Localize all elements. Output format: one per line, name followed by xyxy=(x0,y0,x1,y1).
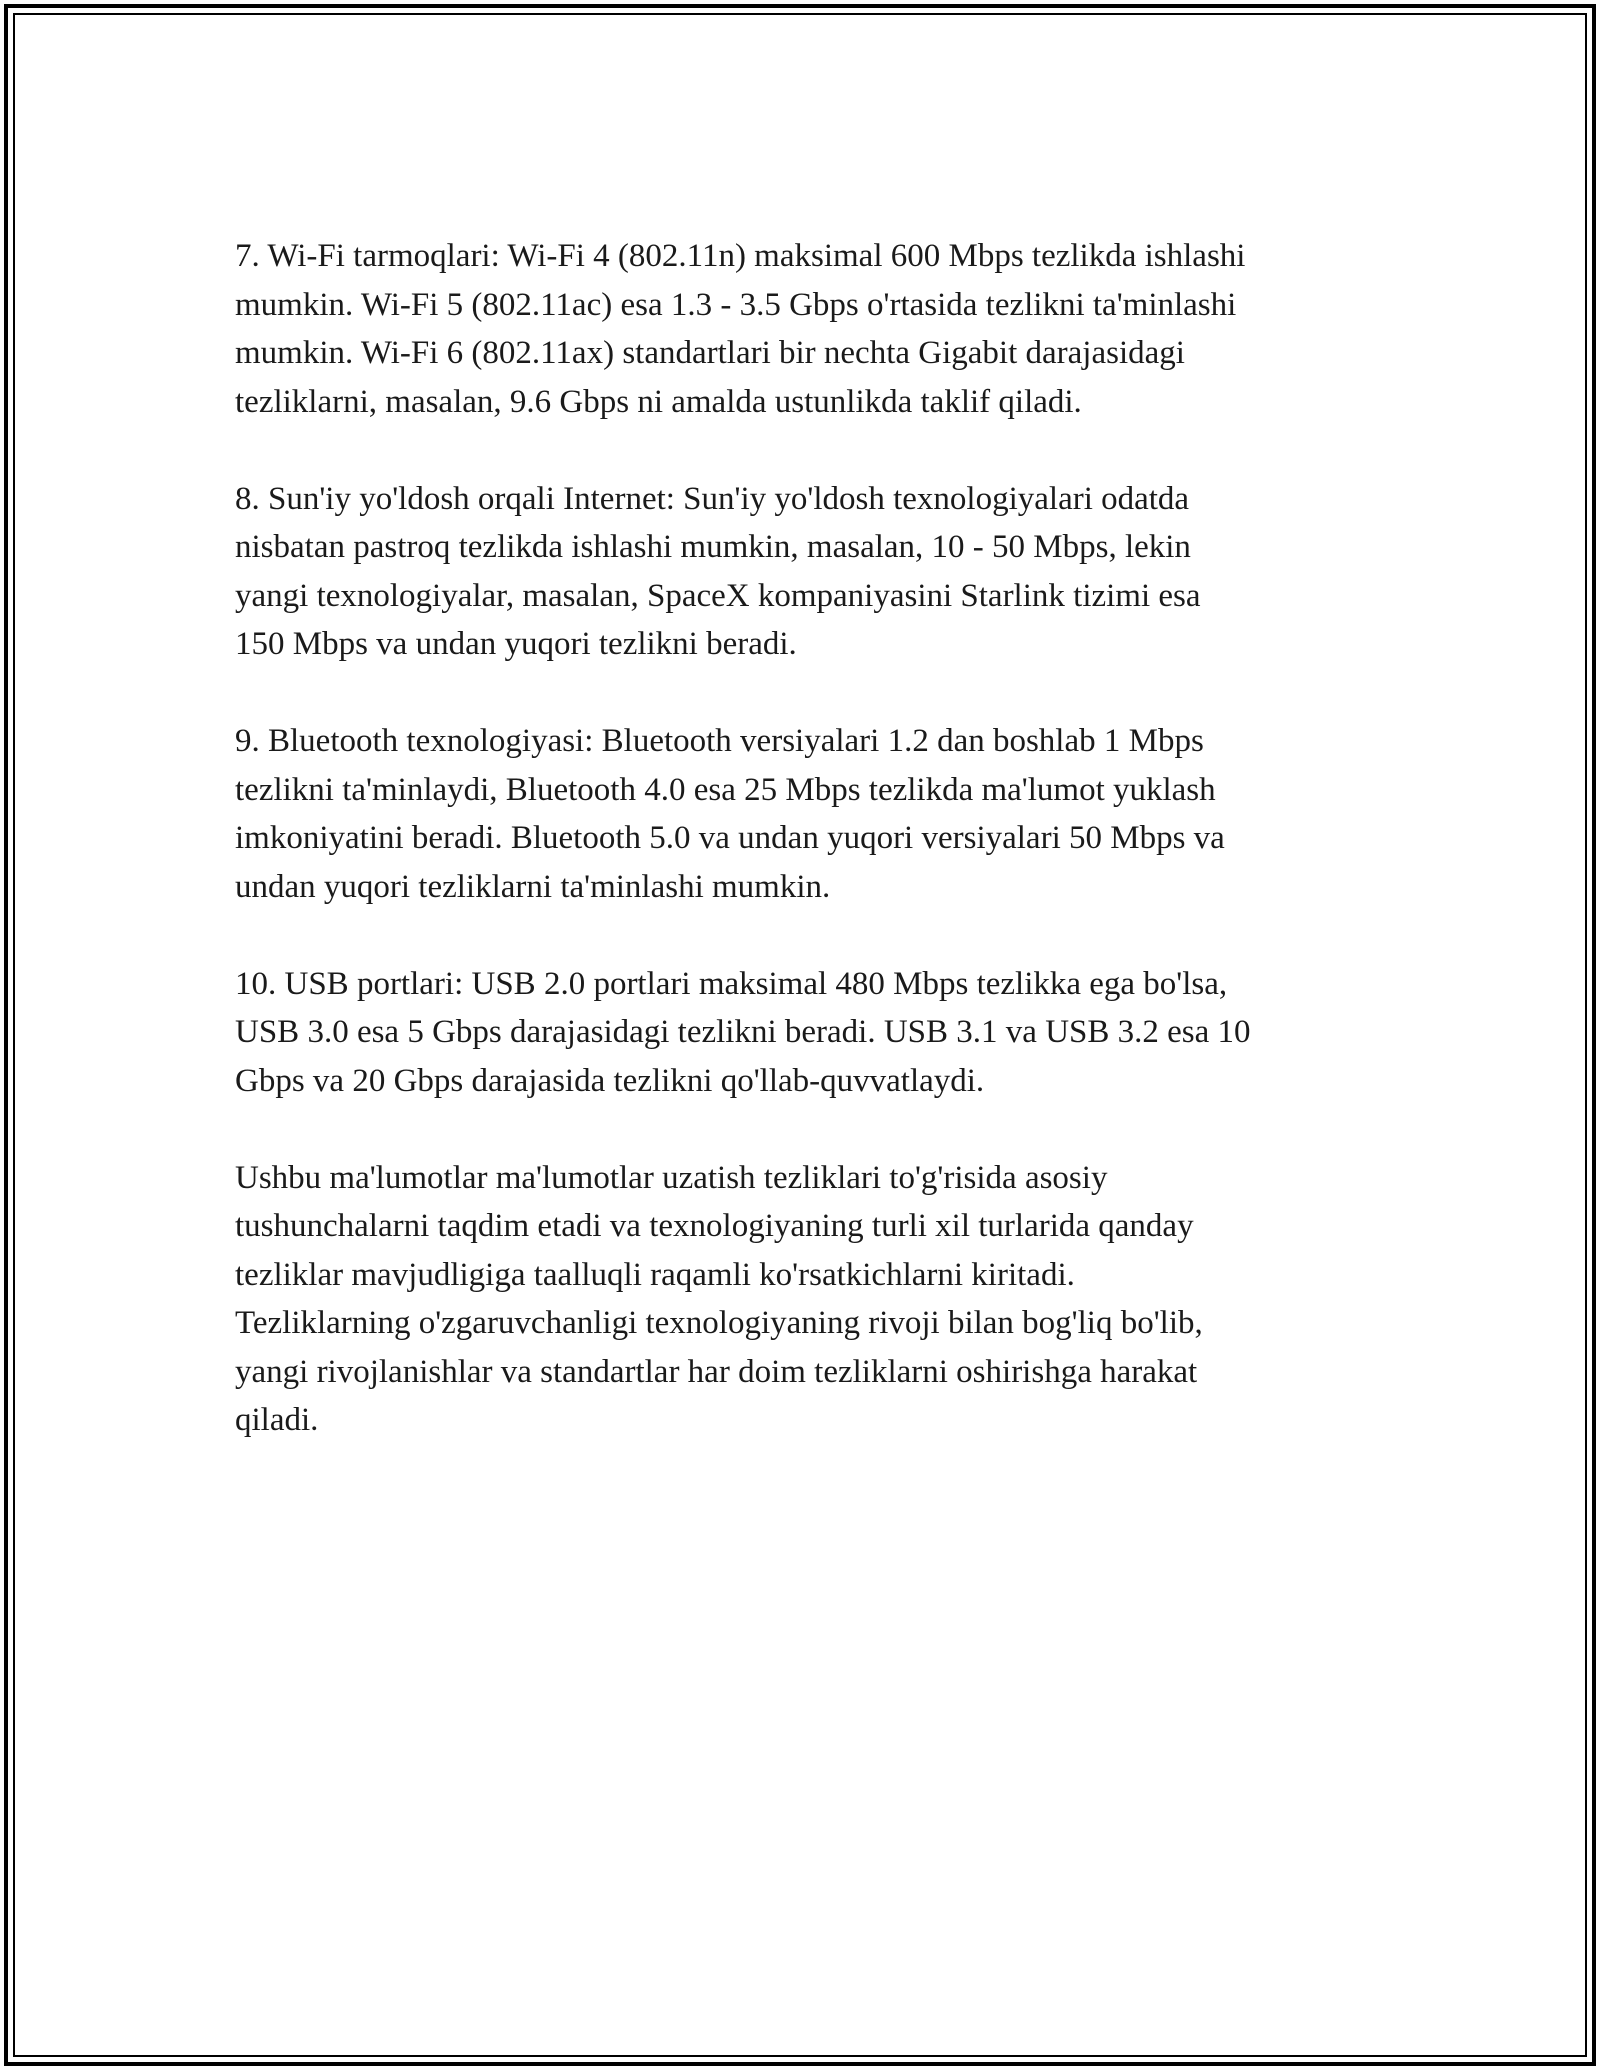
text-line: 150 Mbps va undan yuqori tezlikni beradi. xyxy=(235,626,797,662)
text-line: imkoniyatini beradi. Bluetooth 5.0 va undan yuqori versiyalari 50 Mbps va xyxy=(235,820,1225,856)
text-line: undan yuqori tezliklarni ta'minlashi mumkin. xyxy=(235,868,831,905)
paragraph-usb xyxy=(235,960,1385,1106)
text-line: 7. Wi-Fi tarmoqlari: Wi-Fi 4 (802.11n) maksimal 600 Mbps tezlikda ishlashi xyxy=(235,238,1246,274)
paragraph-summary xyxy=(235,1154,1385,1445)
text-line: yangi texnologiyalar, masalan, SpaceX kompaniyasini Starlink tizimi esa xyxy=(235,577,1201,614)
document-body xyxy=(235,232,1385,1493)
text-line: qiladi. xyxy=(235,1402,319,1438)
text-line: 8. Sun'iy yo'ldosh orqali Internet: Sun'iy yo'ldosh texnologiyalari odatda xyxy=(235,480,1190,517)
text-line: USB 3.0 esa 5 Gbps darajasidagi tezlikni beradi. USB 3.1 va USB 3.2 esa 10 xyxy=(235,1014,1251,1050)
text-line: Ushbu ma'lumotlar ma'lumotlar uzatish tezliklari to'g'risida asosiy xyxy=(235,1159,1108,1196)
text-line: 9. Bluetooth texnologiyasi: Bluetooth versiyalari 1.2 dan boshlab 1 Mbps xyxy=(235,723,1204,759)
text-line: mumkin. Wi-Fi 5 (802.11ac) esa 1.3 - 3.5 Gbps o'rtasida tezlikni ta'minlashi xyxy=(235,286,1237,323)
text-line: nisbatan pastroq tezlikda ishlashi mumkin, masalan, 10 - 50 Mbps, lekin xyxy=(235,529,1191,565)
text-line: 10. USB portlari: USB 2.0 portlari maksimal 480 Mbps tezlikka ega bo'lsa, xyxy=(235,965,1228,1002)
paragraph-satellite xyxy=(235,475,1385,669)
paragraph-bluetooth xyxy=(235,717,1385,911)
text-line: tezliklar mavjudligiga taalluqli raqamli ko'rsatkichlarni kiritadi. xyxy=(235,1256,1075,1293)
text-line: Tezliklarning o'zgaruvchanligi texnologiyaning rivoji bilan bog'liq bo'lib, xyxy=(235,1305,1203,1341)
text-line: Gbps va 20 Gbps darajasida tezlikni qo'llab-quvvatlaydi. xyxy=(235,1062,985,1099)
text-line: tezlikni ta'minlaydi, Bluetooth 4.0 esa 25 Mbps tezlikda ma'lumot yuklash xyxy=(235,771,1216,808)
text-line: tezliklarni, masalan, 9.6 Gbps ni amalda ustunlikda taklif qiladi. xyxy=(235,383,1082,420)
text-line: yangi rivojlanishlar va standartlar har doim tezliklarni oshirishga harakat xyxy=(235,1353,1198,1390)
text-line: tushunchalarni taqdim etadi va texnologiyaning turli xil turlarida qanday xyxy=(235,1208,1194,1244)
paragraph-wifi xyxy=(235,232,1385,426)
text-line: mumkin. Wi-Fi 6 (802.11ax) standartlari bir nechta Gigabit darajasidagi xyxy=(235,335,1185,371)
